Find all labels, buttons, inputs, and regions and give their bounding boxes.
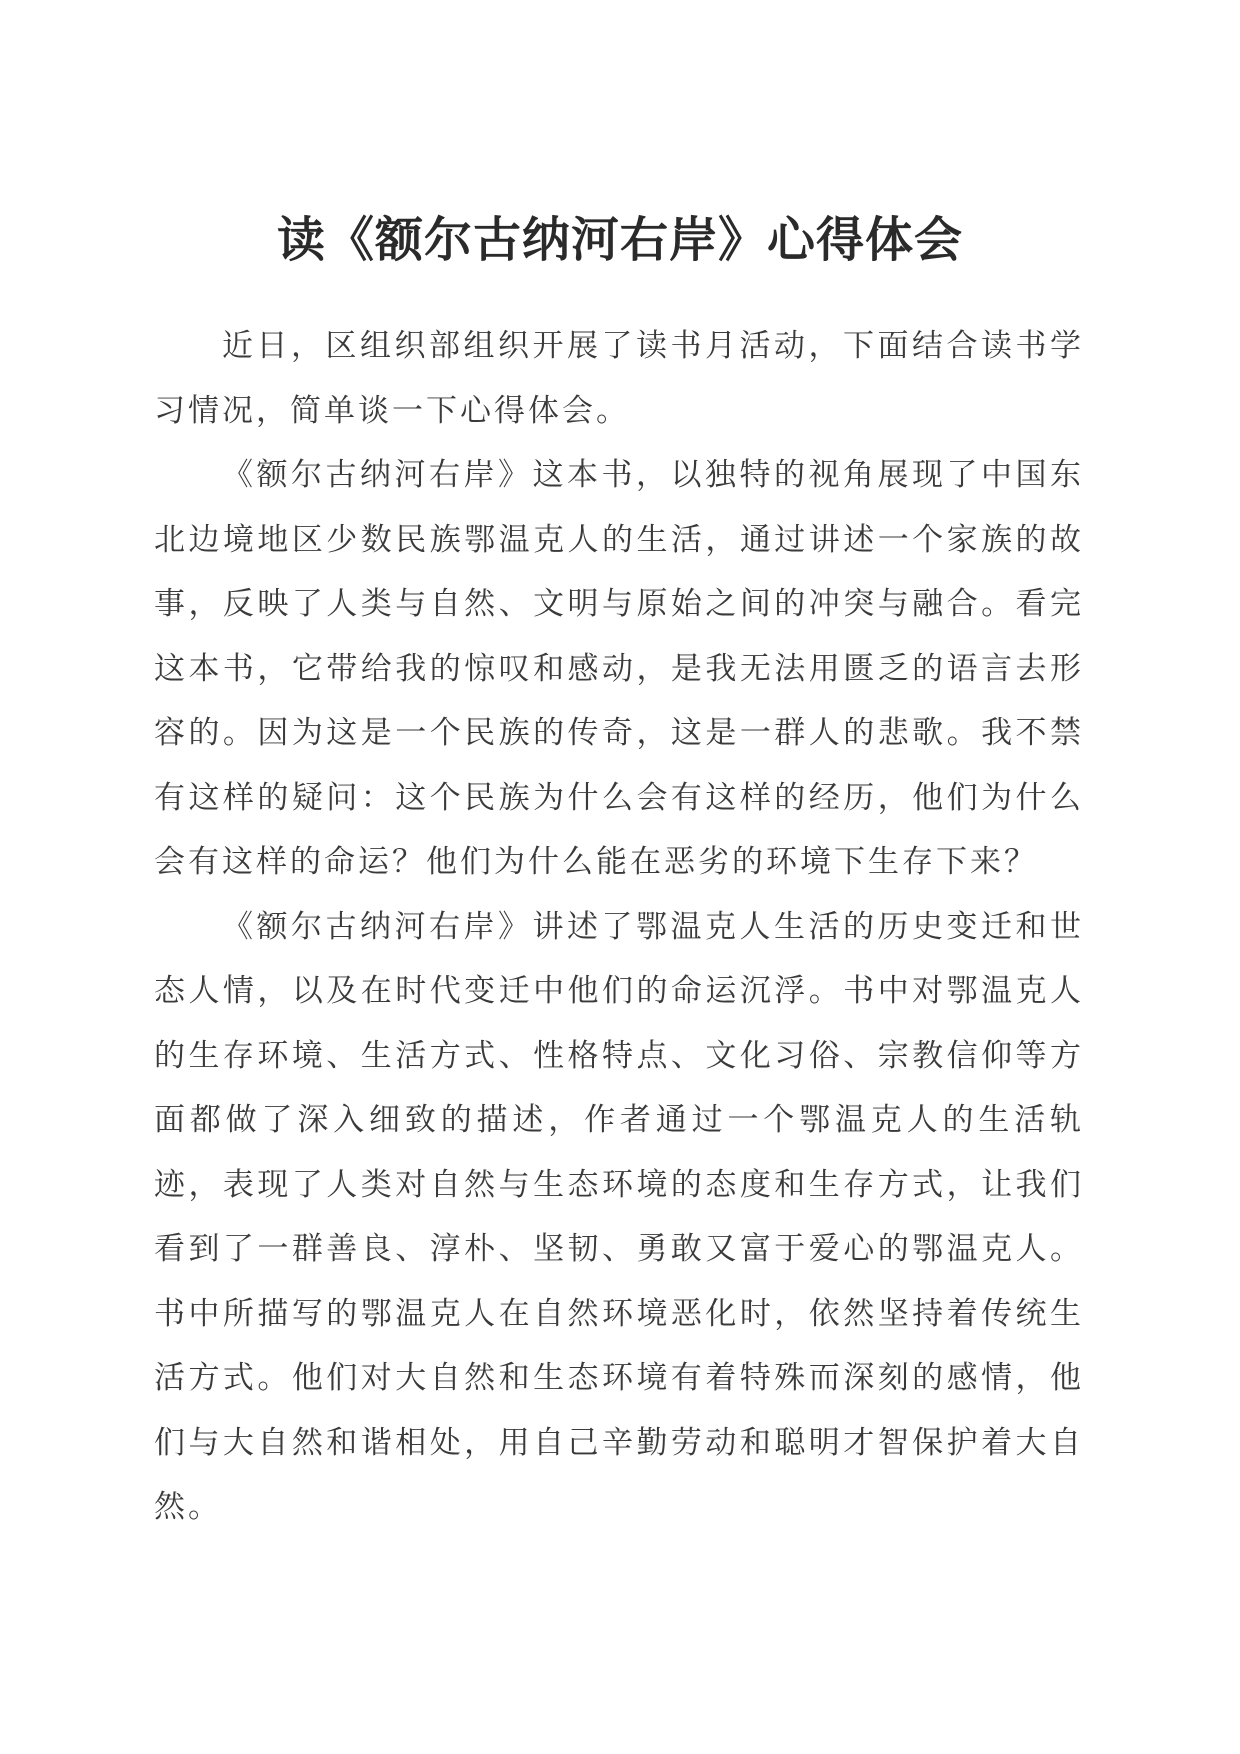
paragraph-intro: 近日，区组织部组织开展了读书月活动，下面结合读书学习情况，简单谈一下心得体会。 xyxy=(154,328,1084,429)
paragraph-book-content: 《额尔古纳河右岸》讲述了鄂温克人生活的历史变迁和世态人情，以及在时代变迁中他们的命运沉浮。书中对鄂温克人的生存环境、生活方式、性格特点、文化习俗、宗教信仰等方面都做了深入细致的描述，作者通过一个鄂温克人的生活轨迹，表现了人类对自然与生态环境的态度和生存方式，让我们看到了一群善良、淳朴、坚韧、勇敢又富于爱心的鄂温克人。书中所描写的鄂温克人在自然环境恶化时，依然坚持着传统生活方式。他们对大自然和生态环境有着特殊而深刻的感情，他们与大自然和谐相处，用自己辛勤劳动和聪明才智保护着大自然。 xyxy=(154,908,1084,1525)
document-title: 读《额尔古纳河右岸》心得体会 xyxy=(276,212,963,268)
document-body xyxy=(154,314,1084,1540)
paragraph-book-overview: 《额尔古纳河右岸》这本书，以独特的视角展现了中国东北边境地区少数民族鄂温克人的生活，通过讲述一个家族的故事，反映了人类与自然、文明与原始之间的冲突与融合。看完这本书，它带给我的惊叹和感动，是我无法用匮乏的语言去形容的。因为这是一个民族的传奇，这是一群人的悲歌。我不禁有这样的疑问：这个民族为什么会有这样的经历，他们为什么会有这样的命运？他们为什么能在恶劣的环境下生存下来？ xyxy=(154,457,1084,880)
